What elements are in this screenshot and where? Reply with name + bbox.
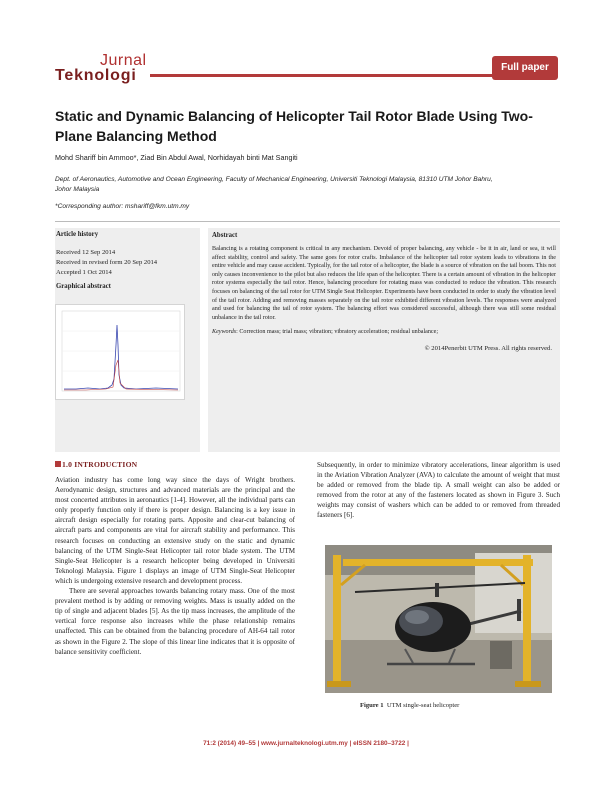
article-info-panel — [55, 228, 200, 452]
figure-1-caption — [360, 702, 560, 709]
body-column-right — [317, 460, 560, 521]
journal-logo-word2: Teknologi — [55, 67, 137, 84]
revised-date: Received in revised form 20 Sep 2014 — [56, 259, 158, 266]
section-number: 1.0 — [62, 460, 73, 469]
section-marker-icon — [55, 461, 61, 467]
figure-1-caption-text: UTM single-seat helicopter — [386, 702, 460, 709]
section-heading — [55, 460, 137, 469]
full-paper-badge: Full paper — [492, 56, 558, 80]
corresponding-author: *Corresponding author: mshariff@fkm.utm.my — [55, 203, 190, 210]
graphical-abstract-plot — [56, 305, 186, 401]
graphical-abstract-heading: Graphical abstract — [56, 283, 111, 290]
received-date: Received 12 Sep 2014 — [56, 249, 116, 256]
copyright-notice: © 2014Penerbit UTM Press. All rights reserved. — [424, 344, 552, 352]
keywords — [212, 328, 556, 337]
body-column-left — [55, 475, 295, 657]
paragraph: There are several approaches towards balancing rotary mass. One of the most prevalent method is by adding or removing weights. Mass is usually added on the tip of single and adjacent blades [5]. As the tip mass increases, the amplitude of the vertical force response also increases while the phase relationship remains unaffected. This can be obtained from the balancing procedure of AH-64 tail rotor as shown in the Figure 2. The slope of this linear line indicates that it is opposite of balance sensitivity coefficient. — [55, 587, 295, 656]
graphical-abstract-image — [55, 304, 185, 400]
keywords-text: : Correction mass; trial mass; vibration; vibratory acceleration; residual unbalance; — [236, 329, 439, 336]
section-title: INTRODUCTION — [74, 460, 138, 469]
article-history — [56, 248, 157, 278]
header-divider — [55, 221, 560, 222]
header-rule — [150, 74, 495, 77]
abstract-panel — [208, 228, 560, 452]
abstract-text: Balancing is a rotating component is critical in any mechanism. Devoid of proper balancing, any vehicle - be it in air, land or sea, it will affect stability, control and safety. The same goes for rotor crafts. Imbalance of the helicopter tail rotor system leads to vibrations in the entire vehicle and may cause accident. Typically, for the tail rotor of a helicopter, the blade is a source of vibration on the tail boom. This not only causes inconvenience to the pilot but also reduces the life span of the helicopter. There is a certain amount of vibration in the helicopter rotor systems especially the tail rotor. Hence, balancing procedure for rotating mass was conducted to reduce the vibration. This research focuses on balancing of the tail rotor for UTM Single Seat Helicopter. Experiments have been conducted in order to study the vibration level of the tail rotor. Adding and removing masses separately on the tail rotor exhibited different vibration levels. The responses were analyzed and used for balancing the tail of rotor system. The balancing effort was considered successful, although there was still some residual unbalance in the tail rotor. — [212, 246, 556, 321]
paper-title: Static and Dynamic Balancing of Helicopter Tail Rotor Blade Using Two-Plane Balancing Method — [55, 108, 533, 144]
author-list: Mohd Shariff bin Ammoo*, Ziad Bin Abdul Awal, Norhidayah binti Mat Sangiti — [55, 153, 298, 162]
paragraph: Aviation industry has come long way since the days of Wright brothers. Aerodynamic design, structures and advanced materials are the principal and the most concerted attributes in aeronautics [1-4]. However, all the individual parts can only properly function only if there is proper design. Balancing is a key issue in aircraft design especially for rotating parts. Apposite and clear-cut balancing of aircraft parts and components are vital for aircraft stability and performance. This research focuses on conducting an extensive study on the static and dynamic balancing of the UTM Single-Seat Helicopter tail rotor blade system. The UTM Single-Seat Helicopter is a research helicopter being developed in Universiti Teknologi Malaysia. Figure 1 displays an image of UTM Single-Seat Helicopter which is undergoing extensive research and development process. — [55, 476, 295, 585]
author-affiliation: Dept. of Aeronautics, Automotive and Ocean Engineering, Faculty of Mechanical Engineering, Universiti Teknologi Malaysia, 81310 UTM Johor Bahru, Johor Malaysia — [55, 176, 493, 193]
journal-logo — [55, 52, 165, 86]
abstract-heading: Abstract — [212, 232, 238, 239]
journal-logo-word1: Jurnal — [100, 52, 147, 69]
figure-1-label: Figure 1 — [360, 702, 384, 709]
accepted-date: Accepted 1 Oct 2014 — [56, 269, 112, 276]
article-history-heading: Article history — [56, 231, 99, 238]
helicopter-photo — [325, 545, 552, 693]
page-footer: 71:2 (2014) 49–55 | www.jurnalteknologi.utm.my | eISSN 2180–3722 | — [203, 740, 409, 747]
paragraph: Subsequently, in order to minimize vibratory accelerations, linear algorithm is used in the Aviation Vibration Analyzer (AVA) to calculate the amount of weight that must be added or removed from the blade tip. A small weight can also be added or removed from the rotor at any of the fasteners located as shown in Figure 3. Such weights may consist of washers which can be added to or removed from threaded fasteners [6]. — [317, 461, 560, 520]
keywords-label: Keywords — [212, 329, 237, 336]
figure-1-image — [325, 545, 552, 693]
